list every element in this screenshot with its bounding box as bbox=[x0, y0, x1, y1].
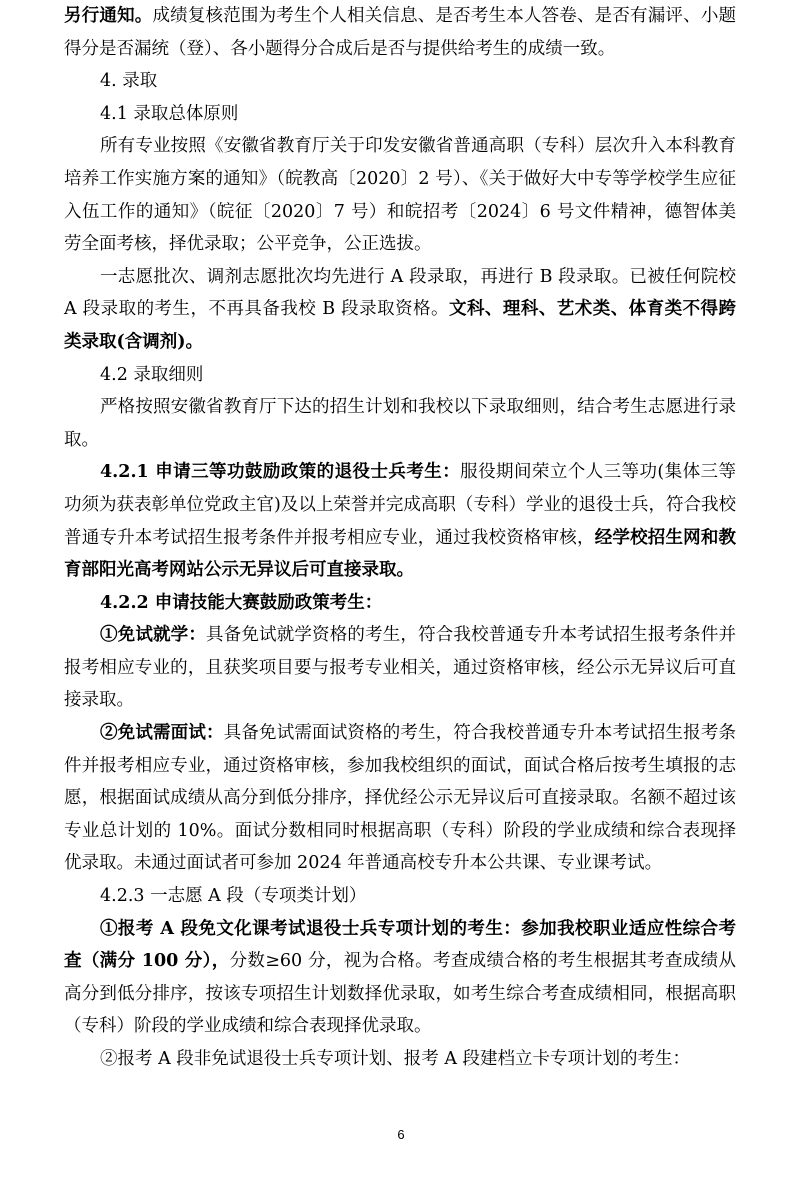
body-text: 4.2 录取细则 bbox=[100, 364, 204, 385]
paragraph bbox=[64, 1043, 736, 1076]
body-text: 一志愿批次、调剂志愿批次均先进行 A 段录取，再进行 B 段录取。已被任何院校 A 段录取的考生，不再具备我校 B 段录取资格。 bbox=[64, 266, 736, 320]
body-text: 4. 录取 bbox=[100, 71, 158, 92]
bold-text: 文科、理科、艺术类、体育类不得跨类录取(含调剂)。 bbox=[64, 299, 737, 352]
bold-text: ①报考 A 段免文化课考试退役士兵专项计划的考生：参加我校职业适应性综合考查（满分 100 分）， bbox=[64, 918, 736, 972]
paragraph bbox=[64, 65, 736, 98]
paragraph bbox=[64, 587, 736, 620]
body-text: 具备免试就学资格的考生，符合我校普通专升本考试招生报考条件并报考相应专业的，且获奖项目要与报考专业相关，通过资格审核，经公示无异议后可直接录取。 bbox=[64, 625, 737, 711]
paragraph bbox=[64, 359, 736, 392]
paragraph bbox=[64, 0, 736, 65]
body-text: 分数≥60 分，视为合格。考查成绩合格的考生根据其考查成绩从高分到低分排序，按该专项招生计划数择优录取，如考生综合考查成绩相同，根据高职（专科）阶段的学业成绩和综合表现择优录取。 bbox=[64, 951, 736, 1037]
page-number: 6 bbox=[397, 1127, 405, 1142]
paragraph bbox=[64, 261, 736, 359]
paragraph bbox=[64, 880, 736, 913]
body-text: ②报考 A 段非免试退役士兵专项计划、报考 A 段建档立卡专项计划的考生： bbox=[100, 1049, 691, 1069]
bold-text: ①免试就学： bbox=[100, 625, 207, 646]
body-text: 成绩复核范围为考生个人相关信息、是否考生本人答卷、是否有漏评、小题得分是否漏统（登）、各小题得分合成后是否与提供给考生的成绩一致。 bbox=[64, 6, 737, 59]
bold-text: 经学校招生网和教育部阳光高考网站公示无异议后可直接录取。 bbox=[64, 527, 737, 581]
paragraph bbox=[64, 130, 736, 260]
body-text: 4.2.3 一志愿 A 段（专项类计划） bbox=[100, 886, 367, 907]
paragraph bbox=[64, 98, 736, 131]
bold-text: 4.2.1 申请三等功鼓励政策的退役士兵考生： bbox=[100, 462, 461, 483]
paragraph bbox=[64, 913, 736, 1043]
bold-text: 另行通知。 bbox=[64, 6, 153, 26]
body-text: 严格按照安徽省教育厅下达的招生计划和我校以下录取细则，结合考生志愿进行录取。 bbox=[64, 397, 736, 450]
body-text: 4.1 录取总体原则 bbox=[100, 103, 239, 124]
body-text: 具备免试需面试资格的考生，符合我校普通专升本考试招生报考条件并报考相应专业，通过资格审核，参加我校组织的面试，面试合格后按考生填报的志愿，根据面试成绩从高分到低分排序，择优经公示无异议后可直接录取。名额不超过该专业总计划的 10%。面试分数相同时根据高职（专科）阶段的学业成绩和综合表现择优录取。未通过面试者可参加 2024 年普通高校专升本公共课、专业课考试。 bbox=[64, 723, 737, 874]
document-page bbox=[64, 0, 736, 1076]
bold-text: ②免试需面试： bbox=[100, 723, 224, 744]
body-text: 所有专业按照《安徽省教育厅关于印发安徽省普通高职（专科）层次升入本科教育培养工作实施方案的通知》（皖教高〔2020〕2 号）、《关于做好大中专等学校学生应征入伍工作的通知》（皖征〔2020〕7 号）和皖招考〔2024〕6 号文件精神，德智体美劳全面考核，择优录取；公平竞争，公正选拔。 bbox=[64, 136, 736, 255]
paragraph bbox=[64, 619, 736, 717]
paragraph bbox=[64, 717, 736, 880]
bold-text: 4.2.2 申请技能大赛鼓励政策考生： bbox=[100, 592, 383, 613]
body-text: 服役期间荣立个人三等功(集体三等功须为获表彰单位党政主官)及以上荣誉并完成高职（专科）学业的退役士兵，符合我校普通专升本考试招生报考条件并报考相应专业，通过我校资格审核， bbox=[64, 462, 736, 548]
paragraph bbox=[64, 456, 736, 586]
paragraph bbox=[64, 391, 736, 456]
